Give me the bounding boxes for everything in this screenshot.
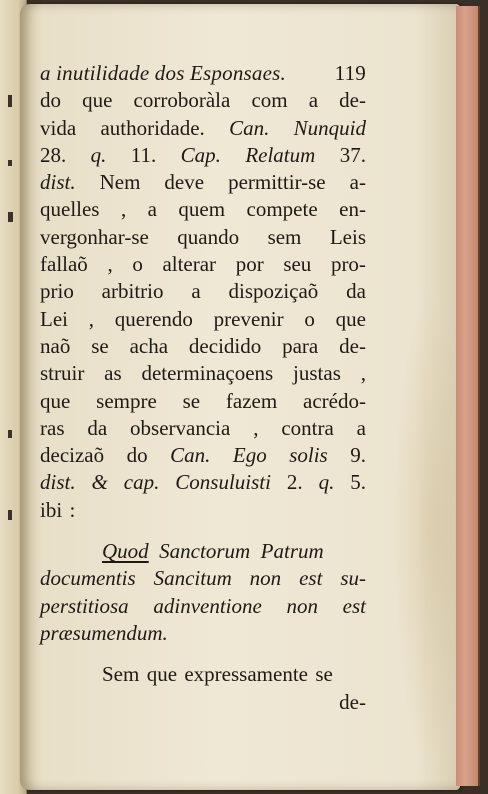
quote-line — [40, 593, 366, 620]
word: vergonhar-se — [40, 224, 149, 249]
word: q. — [318, 470, 335, 495]
quote-line — [40, 620, 366, 647]
word: , — [253, 415, 259, 440]
word: , — [360, 361, 366, 386]
word: observancia — [130, 415, 231, 440]
word: que — [146, 662, 178, 687]
lines-line — [40, 251, 366, 278]
word: ibi — [40, 497, 63, 522]
word: authoridade. — [100, 115, 205, 140]
word: & — [91, 470, 108, 495]
lines-line — [40, 497, 366, 524]
word: Lei — [40, 306, 68, 331]
word: fallaõ — [40, 252, 88, 277]
word: sempre — [96, 388, 157, 413]
paragraph-gap — [40, 647, 366, 661]
lines-line — [40, 87, 366, 114]
word: 37. — [339, 142, 366, 167]
lines-line — [40, 306, 366, 333]
word: decidido — [188, 333, 262, 358]
word: Nem — [99, 170, 141, 195]
word: 11. — [130, 142, 157, 167]
word: a — [356, 415, 366, 440]
word: se — [315, 662, 333, 687]
word: pro- — [330, 252, 366, 277]
lines-line — [40, 142, 366, 169]
word: quem — [178, 197, 226, 222]
lines-line — [40, 415, 366, 442]
word: est — [299, 566, 323, 591]
word: permittir-se — [228, 170, 326, 195]
lines-line — [40, 388, 366, 415]
word: documentis — [40, 566, 136, 591]
word: justas — [293, 361, 341, 386]
word: arbitrio — [101, 279, 164, 304]
word: dist. — [40, 470, 76, 495]
word: expressamente — [184, 662, 308, 687]
word: Nunquid — [293, 115, 366, 140]
word: de- — [339, 689, 366, 714]
word: contra — [281, 415, 334, 440]
running-title: a inutilidade dos Esponsaes. — [40, 61, 286, 85]
word: , — [88, 306, 94, 331]
word: as — [104, 361, 122, 386]
word: seu — [283, 252, 312, 277]
lines-line — [40, 115, 366, 142]
word: o — [304, 306, 315, 331]
page-edges — [456, 6, 480, 786]
word: 5. — [350, 470, 366, 495]
lines-line — [40, 469, 366, 496]
lines-line — [40, 333, 366, 360]
quote-line — [40, 538, 366, 565]
word: Can. — [170, 443, 211, 468]
word: do — [126, 443, 148, 468]
lines-line — [40, 442, 366, 469]
word: de- — [339, 88, 366, 113]
word: prevenir — [213, 306, 284, 331]
word: determinaçoens — [141, 361, 274, 386]
word: acha — [129, 333, 169, 358]
word: Sanctorum — [159, 539, 251, 564]
word: est — [342, 593, 366, 618]
word: do — [40, 88, 61, 113]
word: com — [251, 88, 288, 113]
page-number: 119 — [334, 61, 366, 85]
word: que — [82, 88, 113, 113]
word: Cap. — [180, 142, 221, 167]
word: de- — [339, 333, 366, 358]
word: : — [69, 497, 76, 522]
word: , — [107, 252, 113, 277]
word: prio — [40, 279, 74, 304]
word: adinventione — [153, 593, 262, 618]
word: para — [282, 333, 319, 358]
word: en- — [339, 197, 366, 222]
word: solis — [289, 443, 328, 468]
word: decizaõ — [40, 443, 105, 468]
running-head — [40, 60, 366, 87]
word: su- — [340, 566, 366, 591]
page-stain — [392, 290, 456, 770]
word: dist. — [40, 170, 76, 195]
lines-line — [40, 278, 366, 305]
lines-line — [40, 196, 366, 223]
word: 9. — [350, 443, 366, 468]
word: Leis — [329, 224, 366, 249]
word: a — [308, 88, 319, 113]
word: præsumendum. — [40, 620, 168, 645]
word: Relatum — [245, 142, 316, 167]
paragraph-gap — [40, 524, 366, 538]
word: que — [40, 388, 71, 413]
word: vida — [40, 115, 77, 140]
closing-line — [40, 661, 366, 688]
word: , — [120, 197, 127, 222]
word: Can. — [229, 115, 270, 140]
word: Sancitum — [153, 566, 232, 591]
lines-line — [40, 224, 366, 251]
closing-text — [40, 661, 366, 716]
word: se — [91, 333, 109, 358]
bleed-through-marks — [2, 0, 18, 794]
word: Patrum — [260, 539, 324, 564]
word: corroboràla — [133, 88, 231, 113]
word: quelles — [40, 197, 100, 222]
word: cap. — [123, 470, 160, 495]
word: sem — [267, 224, 302, 249]
word: da — [87, 415, 108, 440]
word: dispoziçaõ — [228, 279, 319, 304]
word: non — [286, 593, 318, 618]
quote-line — [40, 565, 366, 592]
word: a — [147, 197, 157, 222]
word: querendo — [114, 306, 193, 331]
word: se — [182, 388, 201, 413]
word: a- — [349, 170, 366, 195]
word: por — [235, 252, 264, 277]
word: alterar — [162, 252, 217, 277]
word: ras — [40, 415, 65, 440]
closing-line — [40, 689, 366, 716]
word: perstitiosa — [40, 593, 129, 618]
word: struir — [40, 361, 85, 386]
word: 28. — [40, 142, 67, 167]
word: Sem — [102, 662, 140, 687]
word: Quod — [102, 539, 149, 564]
page-text — [40, 60, 366, 716]
word: Consuluisti — [175, 470, 271, 495]
word: o — [132, 252, 143, 277]
word: Ego — [232, 443, 267, 468]
lines-line — [40, 360, 366, 387]
word: naõ — [40, 333, 71, 358]
latin-quotation — [40, 538, 366, 647]
word: q. — [90, 142, 107, 167]
word: compete — [246, 197, 318, 222]
word: fazem — [225, 388, 278, 413]
body-text — [40, 87, 366, 524]
word: a — [191, 279, 201, 304]
word: 2. — [286, 470, 303, 495]
word: quando — [177, 224, 240, 249]
word: da — [346, 279, 366, 304]
word: que — [335, 306, 366, 331]
word: deve — [164, 170, 205, 195]
word: non — [249, 566, 282, 591]
word: acrédo- — [303, 388, 366, 413]
lines-line — [40, 169, 366, 196]
